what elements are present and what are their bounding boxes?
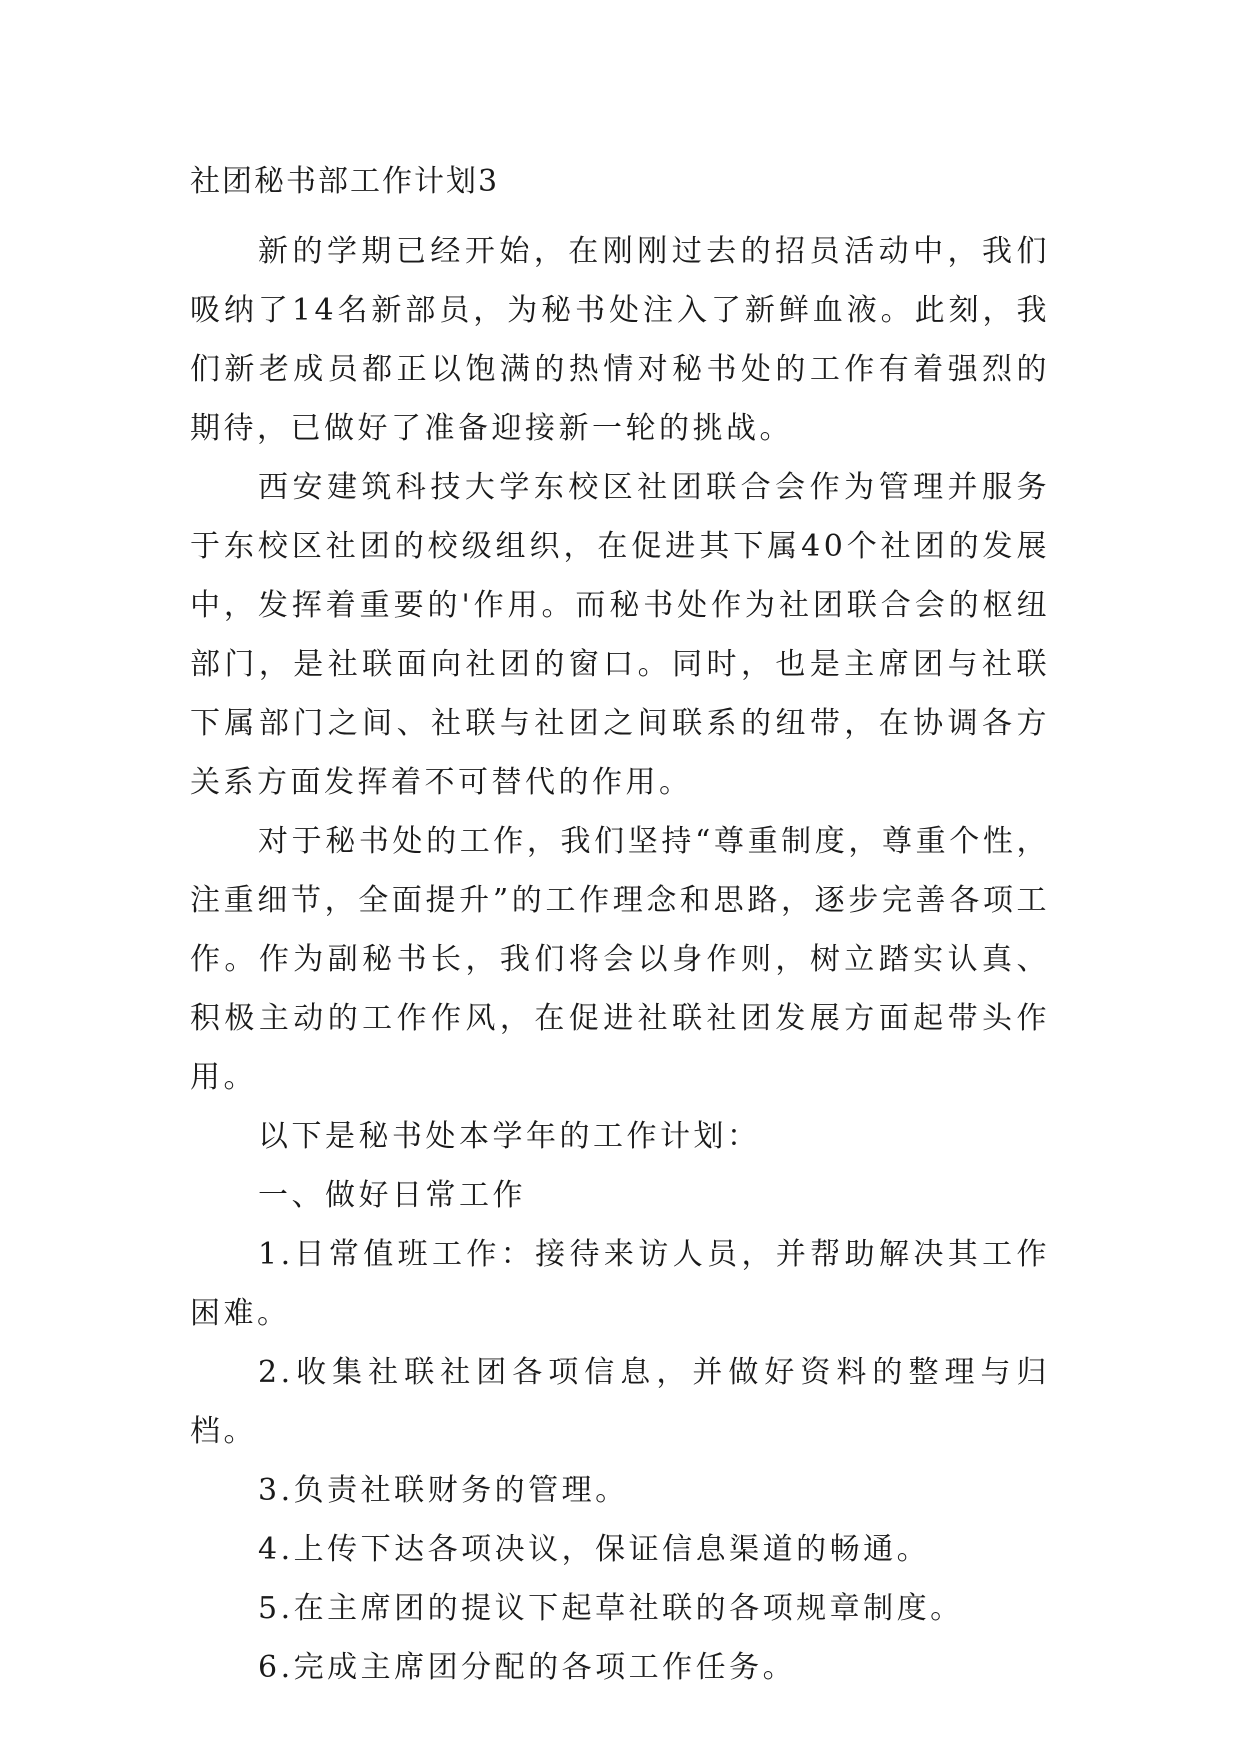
list-item-2: 2.收集社联社团各项信息，并做好资料的整理与归档。: [190, 1355, 1050, 1449]
paragraph-philosophy: 对于秘书处的工作，我们坚持“尊重制度，尊重个性，注重细节，全面提升”的工作理念和思路，逐步完善各项工作。作为副秘书长，我们将会以身作则，树立踏实认真、积极主动的工作作风，在促进社联社团发展方面起带头作用。: [190, 824, 1050, 1095]
document-title: 社团秘书部工作计划3: [190, 164, 500, 199]
list-item-6: 6.完成主席团分配的各项工作任务。: [258, 1650, 797, 1685]
paragraph-organization: 西安建筑科技大学东校区社团联合会作为管理并服务于东校区社团的校级组织，在促进其下属40个社团的发展中，发挥着重要的'作用。而秘书处作为社团联合会的枢纽部门，是社联面向社团的窗口。同时，也是主席团与社联下属部门之间、社联与社团之间联系的纽带，在协调各方关系方面发挥着不可替代的作用。: [190, 470, 1050, 800]
list-item-5: 5.在主席团的提议下起草社联的各项规章制度。: [258, 1591, 964, 1626]
list-item-1: 1.日常值班工作：接待来访人员，并帮助解决其工作困难。: [190, 1237, 1050, 1331]
paragraph-intro: 新的学期已经开始，在刚刚过去的招员活动中，我们吸纳了14名新部员，为秘书处注入了新鲜血液。此刻，我们新老成员都正以饱满的热情对秘书处的工作有着强烈的期待，已做好了准备迎接新一轮的挑战。: [190, 234, 1050, 446]
section-heading-daily-work: 一、做好日常工作: [258, 1178, 526, 1213]
paragraph-plan-intro: 以下是秘书处本学年的工作计划：: [258, 1119, 761, 1154]
list-item-4: 4.上传下达各项决议，保证信息渠道的畅通。: [258, 1532, 931, 1567]
list-item-3: 3.负责社联财务的管理。: [258, 1473, 629, 1508]
document-body: [190, 222, 1050, 1697]
